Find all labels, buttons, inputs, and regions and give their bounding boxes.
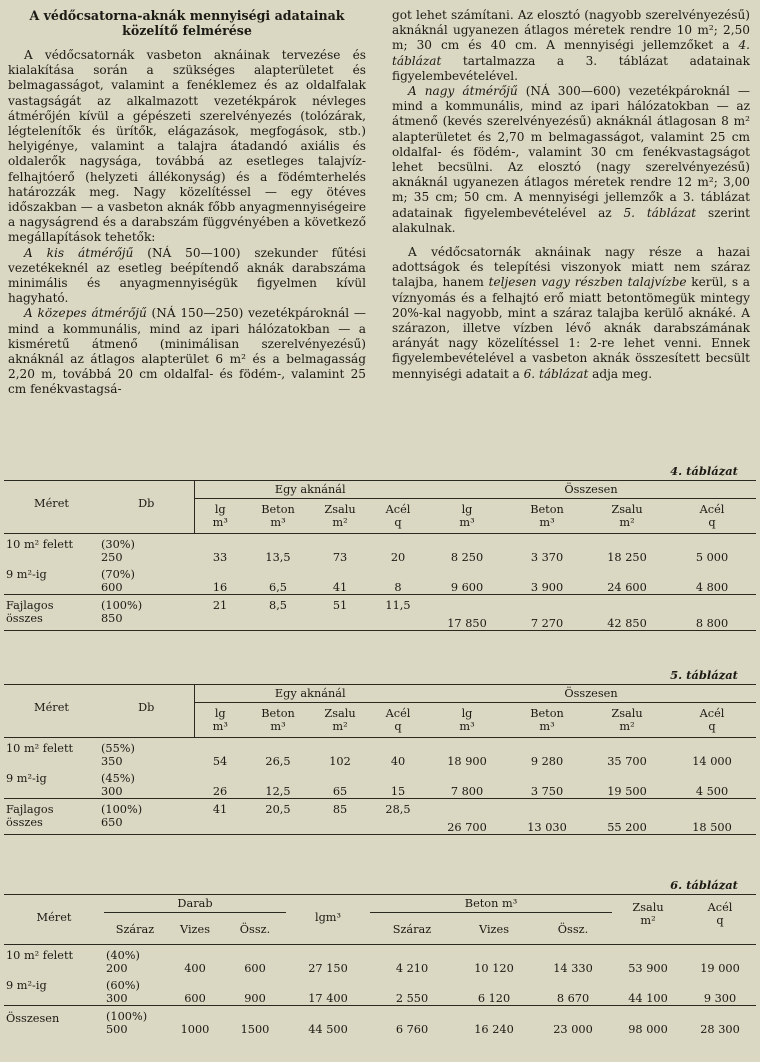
- cell-acel: 11,5: [370, 595, 426, 631]
- paragraph-groundwater: [392, 245, 750, 382]
- header-label: Zsalu: [632, 901, 664, 914]
- cell-total-beton: 3 370: [530, 551, 564, 564]
- cell-beton-szaraz: 4 210: [395, 962, 429, 975]
- header-total-acel: [668, 703, 756, 738]
- cell-beton-vizes: 10 120: [474, 962, 514, 975]
- header-zsalu: [310, 499, 370, 534]
- cell-total-zsalu: 18 250: [607, 551, 647, 564]
- cell-lg: 44 500: [286, 1006, 370, 1037]
- table-6: [4, 894, 756, 1036]
- total-count: 850: [101, 612, 123, 625]
- header-label: Zsalu: [611, 503, 643, 516]
- total-szaraz: [104, 1006, 166, 1037]
- cell-acel: 19 000: [700, 962, 740, 975]
- row-percent: (70%): [101, 568, 135, 581]
- cell-zsalu: 41: [332, 581, 348, 594]
- header-group-total: Összesen: [426, 481, 756, 499]
- row-percent: (45%): [101, 772, 135, 785]
- header-unit: m³: [539, 516, 555, 529]
- row-count: 350: [101, 755, 123, 768]
- header-unit: m³: [459, 720, 475, 733]
- cell-beton-ossz: 23 000: [534, 1006, 612, 1037]
- paragraph-text: got lehet számítani. Az elosztó (nagyobb szerelvényezésű) aknáknál ugyanezen átlagos méretek rendre 10 m²; 2,50 m; 30 cm és 40 cm. A mennyiségi jellemzőket a: [392, 8, 750, 53]
- header-label: Beton: [530, 503, 564, 516]
- cell-total-zsalu: 19 500: [607, 785, 647, 798]
- cell-beton: 13,5: [265, 551, 291, 564]
- header-vizes: Vizes: [179, 923, 210, 936]
- header-label: Beton: [530, 707, 564, 720]
- row-percent: (30%): [101, 538, 135, 551]
- total-db: [99, 595, 194, 631]
- cell-total-beton: 9 280: [530, 755, 564, 768]
- cell-total-zsalu: 24 600: [607, 581, 647, 594]
- emphasis-text: 4. táblázat: [392, 38, 750, 68]
- cell-lg: 16: [212, 581, 228, 594]
- header-unit: q: [394, 516, 402, 529]
- paragraph-text: adja meg.: [588, 366, 653, 381]
- header-unit: m²: [640, 914, 656, 927]
- cell-total-acel: 14 000: [692, 755, 732, 768]
- cell-zsalu: 98 000: [612, 1006, 684, 1037]
- header-total-zsalu: [586, 703, 668, 738]
- table-row: [4, 975, 756, 1006]
- header-lgm3: lgm³: [314, 911, 342, 924]
- header-label: Acél: [699, 707, 725, 720]
- header-total-beton: [508, 499, 586, 534]
- cell-total-lg: 17 850: [426, 595, 508, 631]
- cell-zsalu: 73: [332, 551, 348, 564]
- header-unit: m³: [270, 720, 286, 733]
- row-label: 9 m²-ig: [6, 568, 47, 581]
- cell-total-lg: 7 800: [450, 785, 484, 798]
- table-total-row: [4, 799, 756, 835]
- header-unit: m²: [619, 516, 635, 529]
- total-label-line: Fajlagos: [6, 599, 54, 612]
- header-total-lg: [426, 703, 508, 738]
- cell-beton: 20,5: [246, 799, 310, 835]
- total-db: [99, 799, 194, 835]
- emphasis-text: 5. táblázat: [623, 205, 697, 220]
- cell-lg: 54: [212, 755, 228, 768]
- paragraph-large-diameter: [392, 84, 750, 236]
- cell-total-beton: 13 030: [508, 799, 586, 835]
- row-percent: (55%): [101, 742, 135, 755]
- cell-total-lg: 26 700: [426, 799, 508, 835]
- header-label: lg: [214, 503, 226, 516]
- cell-total-zsalu: 35 700: [607, 755, 647, 768]
- header-beton: [246, 499, 310, 534]
- header-beton-szaraz: Száraz: [392, 923, 432, 936]
- cell-total-beton: 3 750: [530, 785, 564, 798]
- paragraph-continuation: [392, 8, 750, 84]
- cell-acel: 9 300: [703, 992, 737, 1005]
- header-label: Beton: [261, 503, 295, 516]
- header-beton-vizes: Vizes: [478, 923, 509, 936]
- header-ossz: Össz.: [239, 923, 271, 936]
- row-count: 300: [106, 992, 128, 1005]
- row-label: 10 m² felett: [6, 742, 74, 755]
- table-6-caption: 6. táblázat: [670, 878, 738, 892]
- row-szaraz: [104, 945, 166, 976]
- paragraph-intro: A védőcsatornák vasbeton aknáinak tervezése és kialakítása során a szükséges alapterületet és belmagasságot, valamint a fenéklemez és az oldalfalak vastagságát az alkalmazott vezetékpárok névleges átmérőjén kívül a gépészeti szerelvényezés (tolózárak, légtelenítők és ürítők, elágazások, megfogások, stb.) helyigénye, valamint a talajra átadandó axiális és oldalerők nagysága, továbbá az esetleges talajvíz-felhajtóerő (helyzeti állékonyság) és a födémterhelés határozzák meg. Nagy közelítéssel — egy ötéves időszakban — a vasbeton aknák főbb anyagmennyiségeire a nagyságrend és a darabszám függvényében a következő megállapítások tehetők:: [8, 48, 366, 245]
- row-label: 10 m² felett: [6, 538, 74, 551]
- header-label: Acél: [385, 503, 411, 516]
- cell-total-lg: 9 600: [450, 581, 484, 594]
- header-meret: Méret: [34, 701, 69, 714]
- header-meret: Méret: [36, 911, 72, 924]
- header-total-acel: [668, 499, 756, 534]
- cell-total-lg: 8 250: [450, 551, 484, 564]
- row-percent: (40%): [106, 949, 140, 962]
- cell-zsalu: 51: [310, 595, 370, 631]
- total-percent: (100%): [106, 1010, 148, 1023]
- header-group-total: Összesen: [426, 685, 756, 703]
- cell-zsalu: 102: [329, 755, 351, 768]
- table-row: [4, 738, 756, 769]
- cell-beton-vizes: 6 120: [477, 992, 511, 1005]
- cell-beton-szaraz: 6 760: [370, 1006, 454, 1037]
- cell-beton-vizes: 16 240: [454, 1006, 534, 1037]
- header-unit: m²: [619, 720, 635, 733]
- header-unit: m³: [539, 720, 555, 733]
- header-zsalu: [310, 703, 370, 738]
- paragraph-text: tartalmazza a 3. táblázat adatainak figyelembevételével.: [392, 53, 750, 83]
- header-label: lg: [461, 707, 473, 720]
- cell-total-acel: 18 500: [668, 799, 756, 835]
- header-label: Beton: [261, 707, 295, 720]
- cell-ossz: 900: [244, 992, 266, 1005]
- header-unit: m²: [332, 516, 348, 529]
- header-group-per-pit: Egy aknánál: [194, 685, 426, 703]
- header-label: lg: [461, 503, 473, 516]
- total-label: [4, 799, 99, 835]
- row-db: [99, 564, 194, 595]
- left-column: [8, 8, 366, 398]
- header-label: lg: [214, 707, 226, 720]
- header-unit: m³: [212, 720, 228, 733]
- emphasis-text: A nagy átmérőjű: [408, 84, 518, 99]
- right-column: [392, 8, 750, 382]
- paragraph-medium-diameter: [8, 306, 366, 397]
- table-5-caption: 5. táblázat: [670, 668, 738, 682]
- header-beton: [246, 703, 310, 738]
- header-unit: m³: [212, 516, 228, 529]
- cell-zsalu: 44 100: [628, 992, 668, 1005]
- cell-beton: 26,5: [265, 755, 291, 768]
- article-title: [8, 8, 366, 38]
- cell-total-acel: 5 000: [695, 551, 729, 564]
- emphasis-text: 6. táblázat: [523, 366, 589, 381]
- table-total-row: [4, 595, 756, 631]
- header-beton-ossz: Össz.: [557, 923, 589, 936]
- header-unit: m³: [270, 516, 286, 529]
- header-total-lg: [426, 499, 508, 534]
- title-line-2: közelítő felmérése: [122, 23, 252, 38]
- row-count: 250: [101, 551, 123, 564]
- total-label-line: összes: [6, 816, 43, 829]
- row-count: 600: [101, 581, 123, 594]
- paragraph-small-diameter: [8, 246, 366, 307]
- cell-lg: 17 400: [308, 992, 348, 1005]
- cell-acel: 20: [390, 551, 406, 564]
- table-row: [4, 945, 756, 976]
- emphasis-text: A kis átmérőjű: [24, 245, 134, 260]
- header-total-zsalu: [586, 499, 668, 534]
- header-unit: q: [708, 720, 716, 733]
- cell-vizes: 400: [184, 962, 206, 975]
- row-label: 9 m²-ig: [6, 772, 47, 785]
- table-4-caption: 4. táblázat: [670, 464, 738, 478]
- header-acel: [370, 703, 426, 738]
- cell-beton-szaraz: 2 550: [395, 992, 429, 1005]
- cell-acel: 40: [390, 755, 406, 768]
- cell-vizes: 1000: [166, 1006, 224, 1037]
- header-unit: q: [716, 914, 724, 927]
- cell-total-beton: 3 900: [530, 581, 564, 594]
- paragraph-text: A védőcsatornák aknáinak nagy része a hazai adottságok és telepítési viszonyok miatt nem száraz talajba, hanem: [392, 245, 750, 290]
- cell-beton: 6,5: [269, 581, 287, 594]
- row-count: 200: [106, 962, 128, 975]
- paragraph-text: (NÁ 150—250) vezetékpároknál — mind a kommunális, mind az ipari hálózatokban — a kisméretű átmenő (minimálisan szerelvényezésű) aknáknál az átlagos alapterület 6 m² és a belmagasság 2,20 m, továbbá 20 cm oldalfal- és födém-, valamint 25 cm fenékvastagsá-: [8, 306, 366, 397]
- header-db: Db: [138, 701, 155, 714]
- cell-ossz: 600: [244, 962, 266, 975]
- cell-beton-ossz: 14 330: [553, 962, 593, 975]
- header-label: Acél: [707, 901, 733, 914]
- table-row: [4, 564, 756, 595]
- cell-total-lg: 18 900: [447, 755, 487, 768]
- cell-total-acel: 4 500: [695, 785, 729, 798]
- cell-ossz: 1500: [224, 1006, 286, 1037]
- row-db: [99, 534, 194, 565]
- emphasis-text: A közepes átmérőjű: [24, 306, 147, 321]
- header-label: Zsalu: [324, 707, 356, 720]
- paragraph-text: szerint alakulnak.: [392, 205, 750, 235]
- cell-beton-ossz: 8 670: [556, 992, 590, 1005]
- total-label: [4, 595, 99, 631]
- cell-lg: 33: [212, 551, 228, 564]
- total-count: 650: [101, 816, 123, 829]
- cell-total-zsalu: 42 850: [586, 595, 668, 631]
- row-label: 10 m² felett: [6, 949, 74, 962]
- paragraph-text: (NÁ 50—100) szekunder fűtési vezetékeknél az esetleg beépítendő aknák darabszáma minimális és anyagmennyiségük figyelmen kívül hagyható.: [8, 245, 367, 306]
- header-zsalu: [612, 895, 684, 945]
- header-unit: m²: [332, 720, 348, 733]
- cell-lg: 21: [194, 595, 246, 631]
- cell-total-beton: 7 270: [508, 595, 586, 631]
- total-percent: (100%): [101, 803, 143, 816]
- header-beton-group: Beton m³: [370, 895, 612, 913]
- row-db: [99, 768, 194, 799]
- header-label: Zsalu: [611, 707, 643, 720]
- header-lg: [194, 499, 246, 534]
- cell-total-zsalu: 55 200: [586, 799, 668, 835]
- cell-acel: 28,5: [370, 799, 426, 835]
- header-total-beton: [508, 703, 586, 738]
- header-acel: [370, 499, 426, 534]
- header-group-per-pit: Egy aknánál: [194, 481, 426, 499]
- cell-total-acel: 8 800: [668, 595, 756, 631]
- row-label: 9 m²-ig: [6, 979, 47, 992]
- header-acel: [684, 895, 756, 945]
- header-unit: m³: [459, 516, 475, 529]
- cell-acel: 28 300: [684, 1006, 756, 1037]
- title-line-1: A védőcsatorna-aknák mennyiségi adatainak: [29, 8, 345, 23]
- header-label: Acél: [699, 503, 725, 516]
- cell-total-acel: 4 800: [695, 581, 729, 594]
- row-count: 300: [101, 785, 123, 798]
- header-darab: Darab: [104, 895, 286, 913]
- total-count: 500: [106, 1023, 128, 1036]
- cell-beton: 8,5: [246, 595, 310, 631]
- table-row: [4, 534, 756, 565]
- total-label-line: Fajlagos: [6, 803, 54, 816]
- header-unit: q: [708, 516, 716, 529]
- table-4: [4, 480, 756, 631]
- header-lg: [194, 703, 246, 738]
- header-meret: Méret: [34, 497, 69, 510]
- total-label-line: összes: [6, 612, 43, 625]
- paragraph-text: (NÁ 300—600) vezetékpároknál — mind a kommunális, mind az ipari hálózatokban — az átmenő (kevés szerelvényezésű) aknáknál átlagosan 8 m² alapterületet és 2,70 m belmagasságot, valamint 25 cm oldalfal- és födém-, valamint 30 cm fenékvastagságot lehet becsülni. Az elosztó (nagy szerelvényezésű) aknáknál ugyanezen átlagos méretek rendre 12 m²; 3,00 m; 35 cm; 50 cm. A mennyiségi jellemzők a 3. táblázat adatainak figyelembevételével az: [392, 84, 750, 220]
- total-percent: (100%): [101, 599, 143, 612]
- total-label: Összesen: [4, 1006, 104, 1037]
- row-szaraz: [104, 975, 166, 1006]
- cell-acel: 15: [390, 785, 406, 798]
- emphasis-text: teljesen vagy részben talajvízbe: [488, 275, 687, 290]
- table-row: [4, 768, 756, 799]
- cell-zsalu: 53 900: [628, 962, 668, 975]
- cell-acel: 8: [394, 581, 402, 594]
- header-label: Acél: [385, 707, 411, 720]
- cell-zsalu: 65: [332, 785, 348, 798]
- header-unit: q: [394, 720, 402, 733]
- cell-lg: 27 150: [308, 962, 348, 975]
- cell-zsalu: 85: [310, 799, 370, 835]
- cell-beton: 12,5: [265, 785, 291, 798]
- cell-vizes: 600: [184, 992, 206, 1005]
- row-db: [99, 738, 194, 769]
- header-label: Zsalu: [324, 503, 356, 516]
- cell-lg: 26: [212, 785, 228, 798]
- table-total-row: [4, 1006, 756, 1037]
- header-szaraz: Száraz: [115, 923, 155, 936]
- cell-lg: 41: [194, 799, 246, 835]
- paragraph-text: kerül, s a víznyomás és a felhajtó erő miatt betontömegük mintegy 20%-kal nagyobb, mint a száraz talajba kerülő aknáké. A szárazon, illetve vízben lévő aknák darabszámának arányát nagy közelítéssel 1: 2-re lehet venni. Ennek figyelembevételével a vasbeton aknák összesített becsült mennyiségi adatait a: [392, 275, 751, 381]
- row-percent: (60%): [106, 979, 140, 992]
- table-5: [4, 684, 756, 835]
- header-db: Db: [138, 497, 155, 510]
